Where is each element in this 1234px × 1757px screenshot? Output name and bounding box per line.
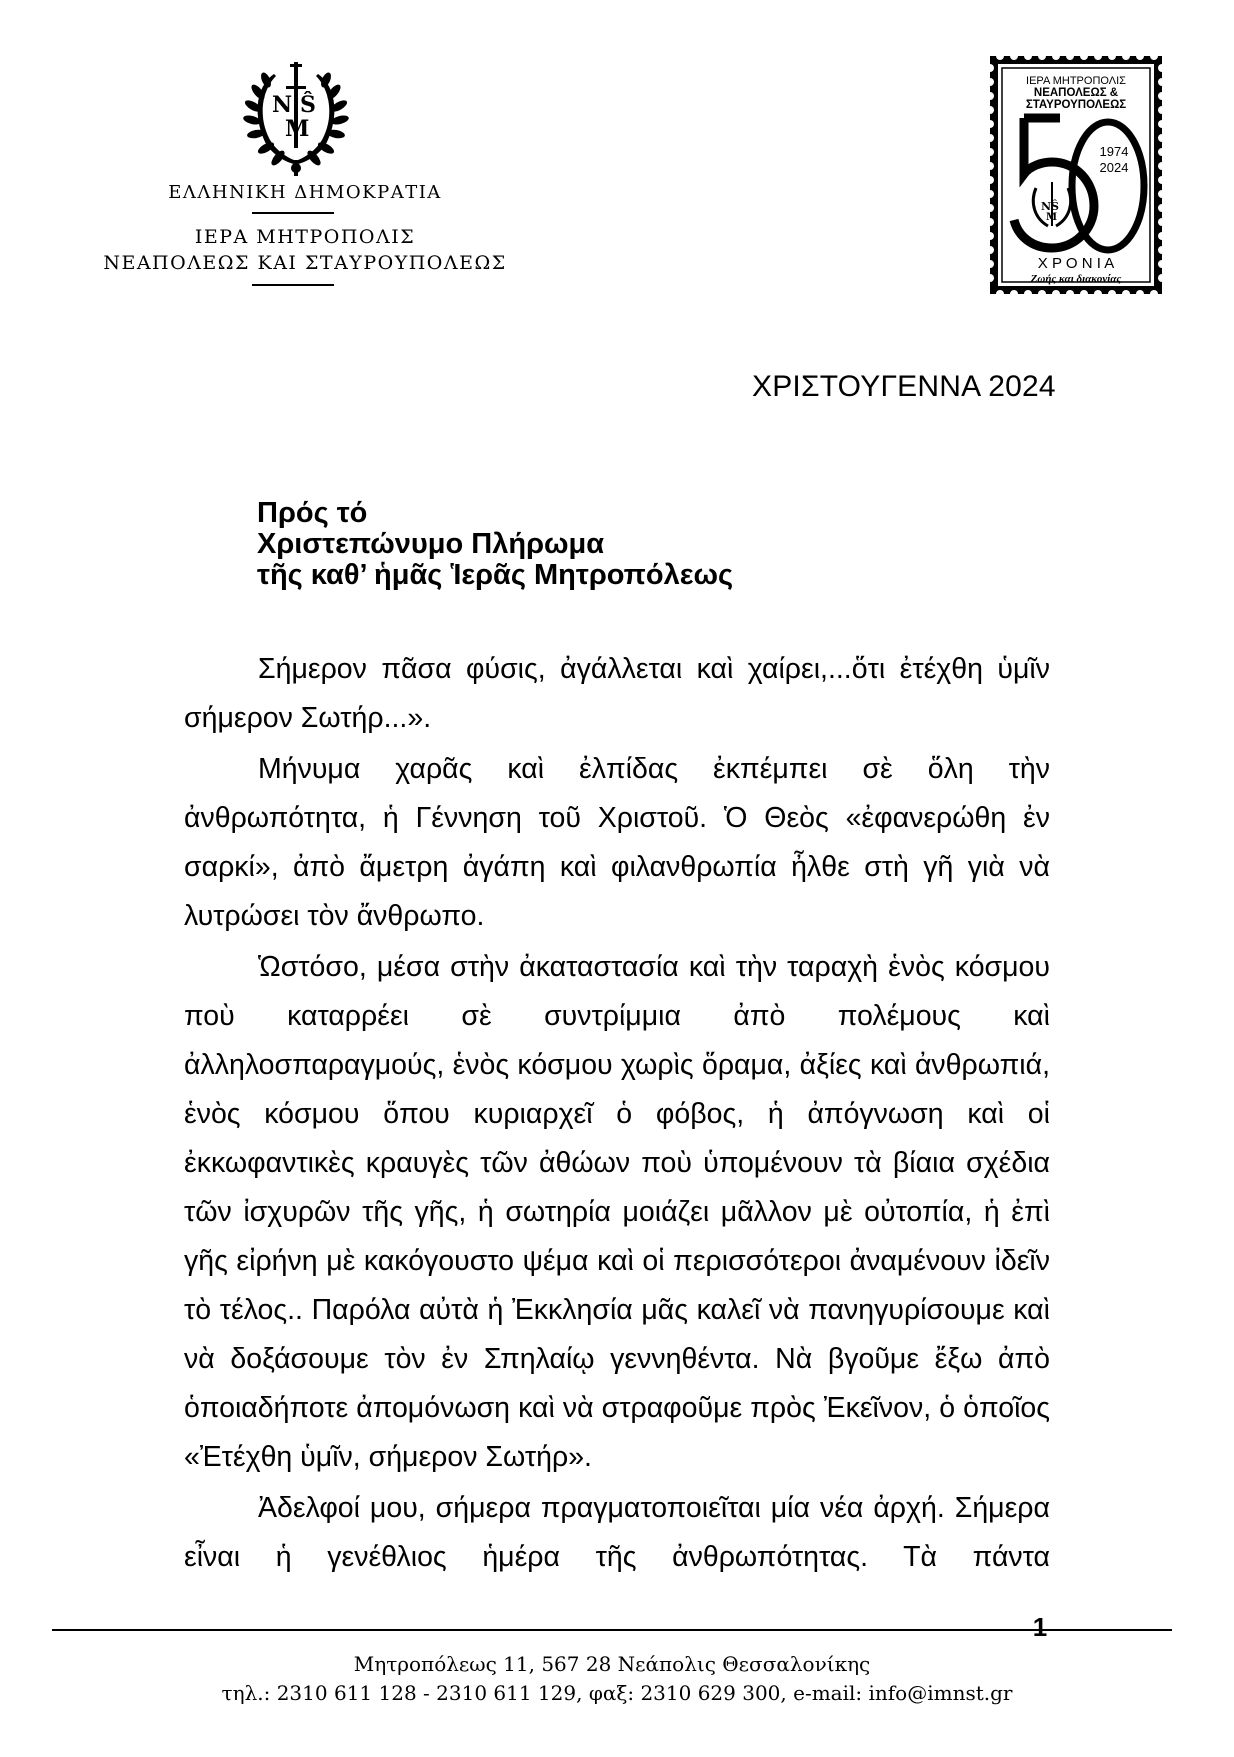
stamp-years-label: Χ Ρ Ο Ν Ι Α [1037,255,1115,272]
stamp-line2: ΝΕΑΠΟΛΕΩΣ & [1033,87,1119,99]
body-paragraph: Σήμερον πᾶσα φύσις, ἀγάλλεται καὶ χαίρει,...ὅτι ἐτέχθη ὑμῖν σήμερον Σωτήρ...». [184,653,1050,734]
footer-address: Μητροπόλεως 11, 567 28 Νεάπολις Θεσσαλονίκης [353,1652,871,1676]
letterhead-country: ΕΛΛΗΝΙΚΗ ΔΗΜΟΚΡΑΤΙΑ [168,182,442,203]
addressee-line: Χριστεπώνυμο Πλήρωμα [257,528,605,560]
anniversary-stamp-icon [990,56,1162,294]
stamp-motto: Ζωής και διακονίας [1030,273,1122,285]
footer-contact: τηλ.: 2310 611 128 - 2310 611 129, φαξ: 2310 629 300, e-mail: info@imnst.gr [221,1681,1013,1705]
letterhead-metropolis-name: ΝΕΑΠΟΛΕΩΣ ΚΑΙ ΣΤΑΥΡΟΥΠΟΛΕΩΣ [103,252,507,274]
stamp-line3: ΣΤΑΥΡΟΥΠΟΛΕΩΣ [1025,99,1127,111]
svg-text:M: M [1046,212,1058,223]
letterhead-divider [252,212,334,214]
footer-divider [52,1629,1172,1631]
addressee-line: Πρός τό [257,497,368,529]
letter-body [184,645,1050,1584]
document-date: ΧΡΙΣΤΟΥΓΕΝΝΑ 2024 [752,370,1056,403]
svg-text:N: N [272,92,293,118]
letterhead-metropolis: ΙΕΡΑ ΜΗΤΡΟΠΟΛΙΣ [194,226,416,248]
svg-text:NŜ: NŜ [1041,200,1059,213]
addressee-line: τῆς καθ’ ἡμᾶς Ἱερᾶς Μητροπόλεως [257,559,734,591]
body-paragraph: Μήνυμα χαρᾶς καὶ ἐλπίδας ἐκπέμπει σὲ ὅλη τὴν ἀνθρωπότητα, ἡ Γέννηση τοῦ Χριστοῦ. Ὁ Θεὸς «ἐφανερώθη ἐν σαρκί», ἀπὸ ἄμετρη ἀγάπη καὶ φιλανθρωπία ἦλθε στὴ γῆ γιὰ νὰ λυτρώσει τὸν ἄνθρωπο. [184,753,1050,932]
svg-text:M: M [285,116,310,142]
body-paragraph: Ἀδελφοί μου, σήμερα πραγματοποιεῖται μία νέα ἀρχή. Σήμερα εἶναι ἡ γενέθλιος ἡμέρα τῆς ἀνθρωπότητας. Τὰ πάντα [184,1492,1050,1573]
monogram-laurel-wreath-crest-icon [236,56,356,178]
letterhead-divider [252,284,334,286]
body-paragraph: Ὡστόσο, μέσα στὴν ἀκαταστασία καὶ τὴν ταραχὴ ἑνὸς κόσμου ποὺ καταρρέει σὲ συντρίμμια ἀπὸ πολέμους καὶ ἀλληλοσπαραγμούς, ἑνὸς κόσμου χωρὶς ὅραμα, ἀξίες καὶ ἀνθρωπιά, ἑνὸς κόσμου ὅπου κυριαρχεῖ ὁ φόβος, ἡ ἀπόγνωση καὶ οἱ ἐκκωφαντικὲς κραυγὲς τῶν ἀθώων ποὺ ὑπομένουν τὰ βίαια σχέδια τῶν ἰσχυρῶν τῆς γῆς, ἡ σωτηρία μοιάζει μᾶλλον μὲ οὐτοπία, ἡ ἐπὶ γῆς εἰρήνη μὲ κακόγουστο ψέμα καὶ οἱ περισσότεροι ἀναμένουν ἰδεῖν τὸ τέλος.. Παρόλα αὐτὰ ἡ Ἐκκλησία μᾶς καλεῖ νὰ πανηγυρίσουμε καὶ νὰ δοξάσουμε τὸν ἐν Σπηλαίῳ γεννηθέντα. Νὰ βγοῦμε ἔξω ἀπὸ ὁποιαδήποτε ἀπομόνωση καὶ νὰ στραφοῦμε πρὸς Ἐκεῖνον, ὁ ὁποῖος «Ἐτέχθη ὑμῖν, σήμερον Σωτήρ». [184,951,1050,1473]
stamp-line1: ΙΕΡΑ ΜΗΤΡΟΠΟΛΙΣ [1026,75,1126,87]
svg-text:Ŝ: Ŝ [300,92,316,118]
stamp-year-start: 1974 [1099,144,1129,159]
stamp-year-end: 2024 [1099,160,1129,175]
page-number: 1 [1032,1612,1048,1642]
